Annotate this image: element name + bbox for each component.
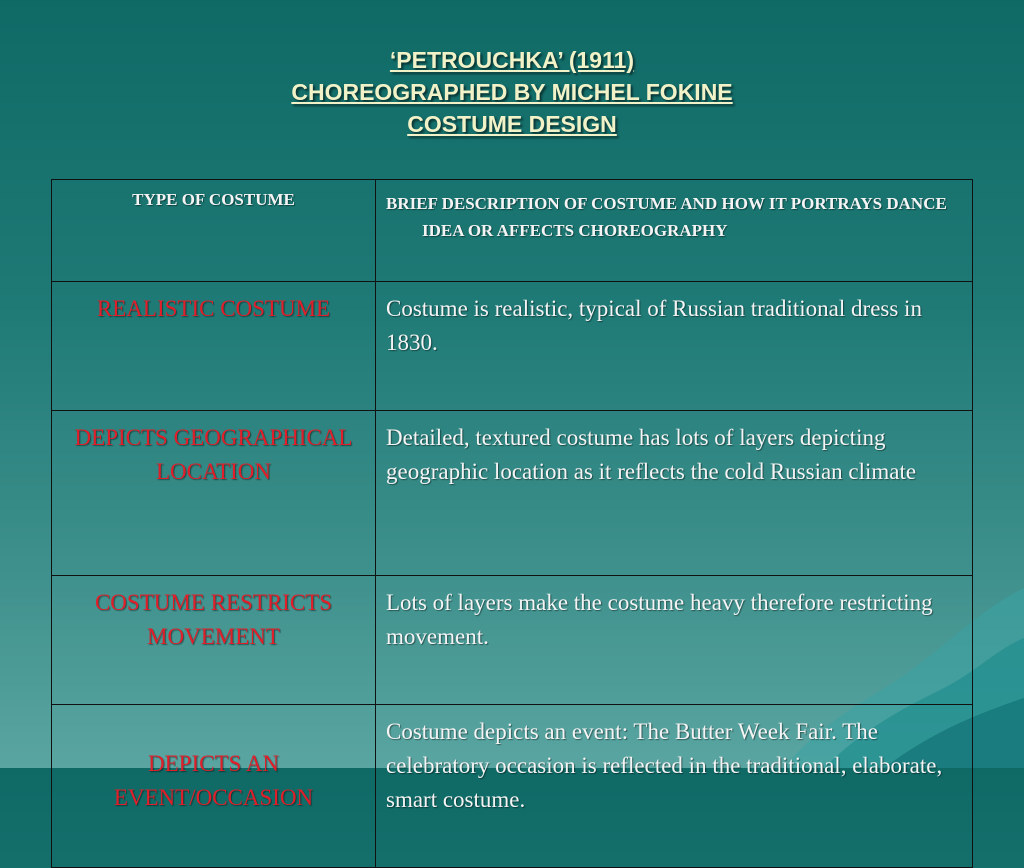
costume-description-cell: Lots of layers make the costume heavy therefore restricting movement.: [376, 576, 973, 705]
table-row: [52, 282, 973, 411]
table-row: [52, 576, 973, 705]
costume-description-cell: Detailed, textured costume has lots of layers depicting geographic location as it reflects the cold Russian climate: [376, 411, 973, 576]
header-type-of-costume: TYPE OF COSTUME: [52, 180, 376, 282]
title-line-1: ‘PETROUCHKA’ (1911): [389, 47, 635, 73]
table-row: [52, 411, 973, 576]
costume-type-cell: DEPICTS GEOGRAPHICAL LOCATION: [52, 411, 376, 576]
title-line-2: CHOREOGRAPHED BY MICHEL FOKINE: [291, 79, 733, 105]
costume-table: [51, 179, 973, 868]
slide-title: [0, 44, 1024, 140]
costume-description-cell: Costume depicts an event: The Butter Week Fair. The celebratory occasion is reflected in the traditional, elaborate, smart costume.: [376, 705, 973, 868]
costume-type-cell: DEPICTS AN EVENT/OCCASION: [52, 705, 376, 868]
table-header-row: [52, 180, 973, 282]
costume-type-cell: COSTUME RESTRICTS MOVEMENT: [52, 576, 376, 705]
table-row: [52, 705, 973, 868]
header-description: BRIEF DESCRIPTION OF COSTUME AND HOW IT PORTRAYS DANCE IDEA OR AFFECTS CHOREOGRAPHY: [376, 180, 973, 282]
costume-description-cell: Costume is realistic, typical of Russian traditional dress in 1830.: [376, 282, 973, 411]
title-line-3: COSTUME DESIGN: [407, 111, 617, 137]
costume-type-cell: REALISTIC COSTUME: [52, 282, 376, 411]
